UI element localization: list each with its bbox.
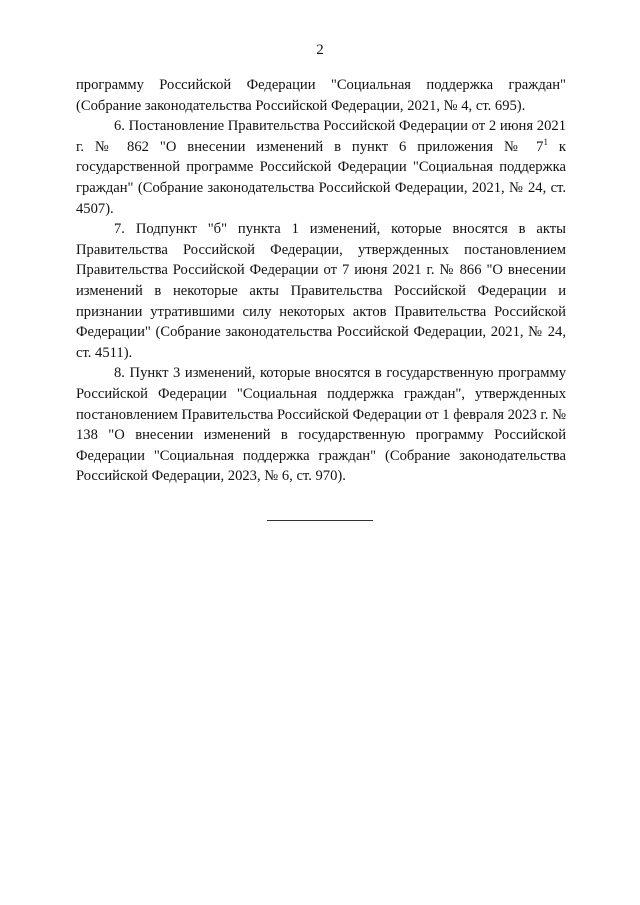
page-number: 2	[316, 42, 324, 58]
paragraph-item-6-text: 6. Постановление Правительства Российской Федерации от 2 июня 2021 г. № 862 "О внесении изменений в пункт 6 приложения № 7	[76, 118, 566, 155]
paragraph-item-6-text-continued: к государственной программе Российской Федерации "Социальная поддержка граждан" (Собрание законодательства Российской Федерации, 2021, № 24, ст. 4507).	[76, 138, 566, 217]
paragraph-item-8: 8. Пункт 3 изменений, которые вносятся в государственную программу Российской Федерации "Социальная поддержка граждан", утвержденных постановлением Правительства Российской Федерации от 1 февраля 2023 г. № 138 "О внесении изменений в государственную программу Российской Федерации "Социальная поддержка граждан" (Собрание законодательства Российской Федерации, 2023, № 6, ст. 970).	[76, 365, 566, 485]
paragraph-item-6	[76, 116, 566, 219]
paragraph-continuation: программу Российской Федерации "Социальная поддержка граждан" (Собрание законодательства Российской Федерации, 2021, № 4, ст. 695).	[76, 77, 566, 114]
document-body	[76, 75, 566, 487]
paragraph-item-7: 7. Подпункт "б" пункта 1 изменений, которые вносятся в акты Правительства Российской Федерации, утвержденных постановлением Правительства Российской Федерации от 7 июня 2021 г. № 866 "О внесении изменений в некоторые акты Правительства Российской Федерации и признании утратившими силу некоторых актов Правительства Российской Федерации" (Собрание законодательства Российской Федерации, 2021, № 24, ст. 4511).	[76, 221, 566, 361]
superscript-marker: 1	[543, 136, 548, 147]
end-of-document-rule	[267, 520, 373, 521]
